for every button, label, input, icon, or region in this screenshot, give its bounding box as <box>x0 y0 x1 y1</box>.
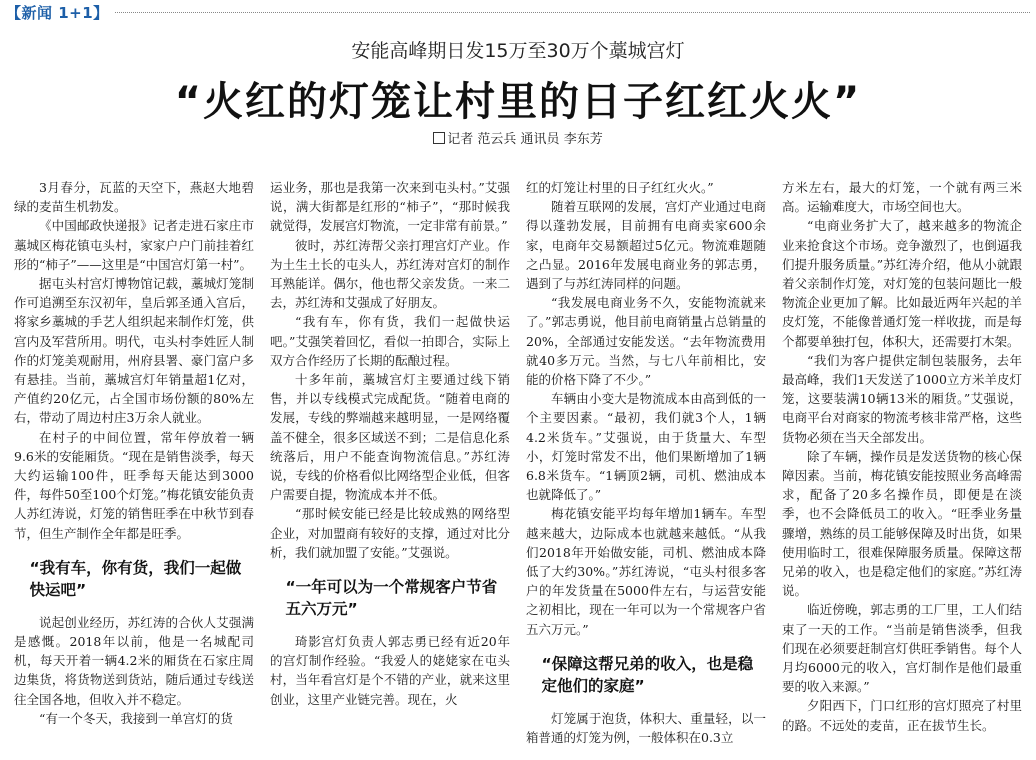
paragraph: “我有车，你有货，我们一起做快运吧。”艾强笑着回忆，看似一拍即合，实际上双方合作经历了长期的酝酿过程。 <box>270 314 510 368</box>
paragraph: 方米左右，最大的灯笼，一个就有两三米高。运输难度大，市场空间也大。 <box>782 180 1022 215</box>
paragraph: 彼时，苏红涛帮父亲打理宫灯产业。作为土生土长的屯头人，苏红涛对宫灯的制作耳熟能详。偶尔，他也帮父亲发货。一来二去，苏红涛和艾强成了好朋友。 <box>270 237 510 311</box>
headline: “火红的灯笼让村里的日子红红火火” <box>174 79 862 125</box>
byline-box-icon <box>433 132 445 144</box>
paragraph: 3月春分，瓦蓝的天空下，燕赵大地碧绿的麦苗生机勃发。 <box>14 180 254 215</box>
paragraph: 灯笼属于泡货，体积大、重量轻，以一箱普通的灯笼为例，一般体积在0.3立 <box>526 710 766 746</box>
paragraph: “电商业务扩大了，越来越多的物流企业来抢食这个市场。竞争激烈了，也倒逼我们提升服务质量。”苏红涛介绍，他从小就跟着父亲制作灯笼，对灯笼的包装问题比一般物流企业更加了解。比如最近两年兴起的羊皮灯笼，不能像普通灯笼一样收拢，而是每个都要单独打包，体积大，还需要打木架。 <box>782 218 1022 349</box>
column-1 <box>14 178 254 758</box>
paragraph: 临近傍晚，郭志勇的工厂里，工人们结束了一天的工作。“当前是销售淡季，但我们现在必须要赶制宫灯供旺季销售。每个人月均6000元的收入，宫灯制作是他们最重要的收入来源。” <box>782 602 1022 695</box>
paragraph: 十多年前，藁城宫灯主要通过线下销售，并以专线模式完成配货。“随着电商的发展，专线的弊端越来越明显，一是网络覆盖不健全，很多区域送不到；二是信息化系统落后，用户不能查询物流信息。”苏红涛说，专线的价格看似比网络型企业低，但客户需要自提，物流成本并不低。 <box>270 372 510 503</box>
paragraph: 梅花镇安能平均每年增加1辆车。车型越来越大，边际成本也就越来越低。“从我们2018年开始做安能，司机、燃油成本降低了大约30%。”苏红涛说，“屯头村很多客户的年发货量在5000件左右，与运营安能之初相比，现在一年可以为一个常规客户省五六万元。” <box>526 506 766 637</box>
section-label: 【新闻 1+1】 <box>6 3 109 22</box>
article-body <box>14 178 1022 758</box>
column-2 <box>270 178 510 758</box>
subheading: “保障这帮兄弟的收入，也是稳定他们的家庭” <box>541 654 754 695</box>
paragraph: 除了车辆，操作员是发送货物的核心保障因素。当前，梅花镇安能按照业务高峰需求，配备了20多名操作员，即便是在淡季，也不会降低员工的收入。“旺季业务量骤增，熟练的员工能够保障及时出货，如果使用临时工，很难保障服务质量。保障这帮兄弟的收入，也是稳定他们的家庭。”苏红涛说。 <box>782 448 1022 599</box>
paragraph: “我们为客户提供定制包装服务，去年最高峰，我们1天发送了1000立方米羊皮灯笼，这要装满10辆13米的厢货。”艾强说，电商平台对商家的物流考核非常严格，这些货物必须在当天全部发出。 <box>782 352 1022 445</box>
paragraph: “我发展电商业务不久，安能物流就来了。”郭志勇说，他目前电商销量占总销量的20%，全部通过安能发送。“去年物流费用就40多万元。当然，与七八年前相比，安能的价格下降了不少。” <box>526 295 766 388</box>
top-bar <box>6 2 1030 22</box>
paragraph: 据屯头村宫灯博物馆记载，藁城灯笼制作可追溯至东汉初年，皇后郭圣通入宫后，将家乡藁城的手艺人组织起来制作灯笼，供宫内及军营所用。明代，屯头村李姓匠人制作的灯笼美观耐用，州府县署、豪门富户多有悬挂。当前，藁城宫灯年销量超1亿对，产值约20亿元，占全国市场份额的80%左右，带动了周边村庄3万余人就业。 <box>14 276 254 426</box>
paragraph: 红的灯笼让村里的日子红红火火。” <box>526 180 714 195</box>
paragraph: 琦影宫灯负责人郭志勇已经有近20年的宫灯制作经验。“我爱人的姥姥家在屯头村，当年看宫灯是个不错的产业，就来这里创业，这里产业链完善。现在，火 <box>270 634 510 707</box>
paragraph: 在村子的中间位置，常年停放着一辆9.6米的安能厢货。“现在是销售淡季，每天大约运输100件，旺季每天能达到3000件，每件50至100个灯笼。”梅花镇安能负责人苏红涛说，灯笼的销售旺季在中秋节到春节，但生产制作全年都是旺季。 <box>14 429 254 541</box>
paragraph: 运业务，那也是我第一次来到屯头村。”艾强说，满大街都是红形的“柿子”，“那时候我就觉得，发展宫灯物流，一定非常有前景。” <box>270 180 510 234</box>
paragraph: 夕阳西下，门口红形的宫灯照亮了村里的路。不远处的麦苗，正在拔节生长。 <box>782 698 1022 733</box>
subheading: “一年可以为一个常规客户节省五六万元” <box>285 578 498 619</box>
paragraph: 说起创业经历，苏红涛的合伙人艾强满是感慨。2018年以前，他是一名城配司机，每天开着一辆4.2米的厢货在石家庄周边集货，将货物送到货站，随后通过专线送往全国各地，但收入并不稳定。 <box>14 614 254 707</box>
byline <box>0 128 1036 147</box>
paragraph: 随着互联网的发展，宫灯产业通过电商得以蓬勃发展，目前拥有电商卖家600余家，电商年交易额超过5亿元。物流难题随之凸显。2016年发展电商业务的郭志勇，遇到了与苏红涛同样的问题。 <box>526 199 766 292</box>
paragraph: “有一个冬天，我接到一单宫灯的货 <box>39 710 233 726</box>
column-3 <box>526 178 766 758</box>
byline-text: 记者 范云兵 通讯员 李东芳 <box>447 132 603 147</box>
divider <box>115 12 1030 13</box>
paragraph: “那时候安能已经是比较成熟的网络型企业，对加盟商有较好的支撑，通过对比分析，我们就加盟了安能。”艾强说。 <box>270 506 510 560</box>
subheading: “我有车，你有货，我们一起做快运吧” <box>29 558 242 599</box>
paragraph: 《中国邮政快递报》记者走进石家庄市藁城区梅花镇屯头村，家家户户门前挂着红形的“柿子”——这里是“中国宫灯第一村”。 <box>14 218 254 272</box>
kicker: 安能高峰期日发15万至30万个藁城宫灯 <box>351 40 685 62</box>
column-4 <box>782 178 1022 758</box>
paragraph: 车辆由小变大是物流成本由高到低的一个主要因素。“最初，我们就3个人，1辆4.2米货车。”艾强说，由于货量大、车型小，灯笼时常发不出，他们果断增加了1辆6.8米货车。“1辆顶2辆，司机、燃油成本也就降低了。” <box>526 391 766 503</box>
